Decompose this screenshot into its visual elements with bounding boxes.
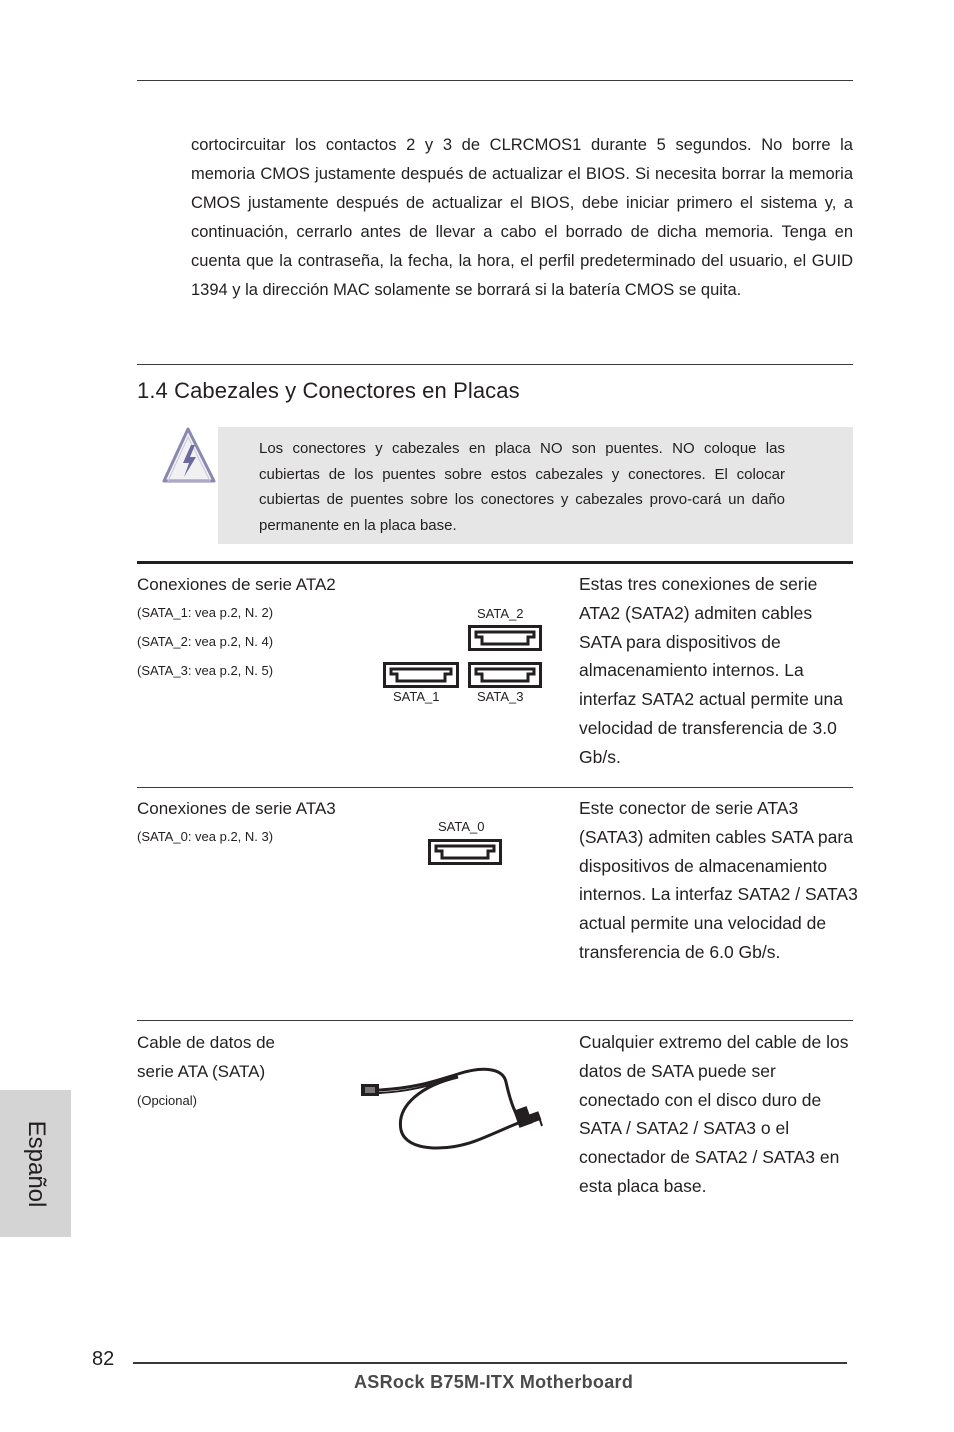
cable-note: (Opcional) xyxy=(137,1093,197,1108)
sata0-port-label: SATA_0 xyxy=(438,819,485,834)
cable-title-line2: serie ATA (SATA) xyxy=(137,1062,266,1081)
footer-brand: ASRock B75M-ITX Motherboard xyxy=(354,1372,634,1392)
warning-text: Los conectores y cabezales en placa NO son puentes. NO coloque las cubiertas de los puentes sobre estos cabezales y conectores. El colocar cubiertas de puentes sobre los conectores y cabezales provo-cará un daño permanente en la placa base. xyxy=(259,440,785,534)
language-tab-label: Español xyxy=(22,1120,50,1207)
intro-text xyxy=(191,131,853,305)
sata0-port-icon xyxy=(428,839,502,865)
table-top-rule xyxy=(137,561,853,564)
cable-title-line1: Cable de datos de xyxy=(137,1033,275,1052)
section-title: 1.4 Cabezales y Conectores en Placas xyxy=(137,378,520,403)
sata3-port-label: SATA_3 xyxy=(477,689,524,704)
sata1-port-icon xyxy=(383,662,459,688)
sata2-description: Estas tres conexiones de serie ATA2 (SATA2) admiten cables SATA para dispositivos de almacenamiento internos. La interfaz SATA2 actual permite una velocidad de transferencia de 3.0 Gb/s. xyxy=(579,574,843,767)
cable-description: Cualquier extremo del cable de los datos de SATA puede ser conectado con el disco duro de SATA / SATA2 / SATA3 o el conectador de SATA2 / SATA3 en esta placa base. xyxy=(579,1032,849,1196)
sata2-title: Conexiones de serie ATA2 xyxy=(137,575,336,594)
language-tab xyxy=(0,1090,71,1237)
sata0-ref: (SATA_0: vea p.2, N. 3) xyxy=(137,829,274,844)
warning-lightning-icon xyxy=(158,425,220,485)
sata3-title: Conexiones de serie ATA3 xyxy=(137,799,336,818)
sata2-port-icon xyxy=(468,625,542,651)
page-number: 82 xyxy=(92,1348,115,1370)
header-rule xyxy=(137,80,853,81)
sata2-ref: (SATA_2: vea p.2, N. 4) xyxy=(137,634,274,649)
sata1-port-label: SATA_1 xyxy=(393,689,440,704)
intro-paragraph: cortocircuitar los contactos 2 y 3 de CLRCMOS1 durante 5 segundos. No borre la memoria CMOS justamente después de actualizar el BIOS. Si necesita borrar la memoria CMOS justamente después de actualizar el BIOS, debe iniciar primero el sistema y, a continuación, cerrarlo antes de llevar a cabo el borrado de dicha memoria. Tenga en cuenta que la contraseña, la fecha, la hora, el perfil predeterminado del usuario, el GUID 1394 y la dirección MAC solamente se borrará si la batería CMOS se quita. xyxy=(191,136,853,299)
row2-rule xyxy=(137,1020,853,1021)
sata2-port-label: SATA_2 xyxy=(477,606,524,621)
row1-rule xyxy=(137,787,853,788)
sata1-ref: (SATA_1: vea p.2, N. 2) xyxy=(137,605,274,620)
footer-rule xyxy=(133,1362,847,1364)
sata-cable-image xyxy=(358,1060,548,1155)
sata3-description: Este conector de serie ATA3 (SATA3) admiten cables SATA para dispositivos de almacenamiento internos. La interfaz SATA2 / SATA3 actual permite una velocidad de transferencia de 6.0 Gb/s. xyxy=(579,798,858,962)
section-rule xyxy=(137,364,853,365)
sata3-port-icon xyxy=(468,662,542,688)
sata3-ref: (SATA_3: vea p.2, N. 5) xyxy=(137,663,274,678)
